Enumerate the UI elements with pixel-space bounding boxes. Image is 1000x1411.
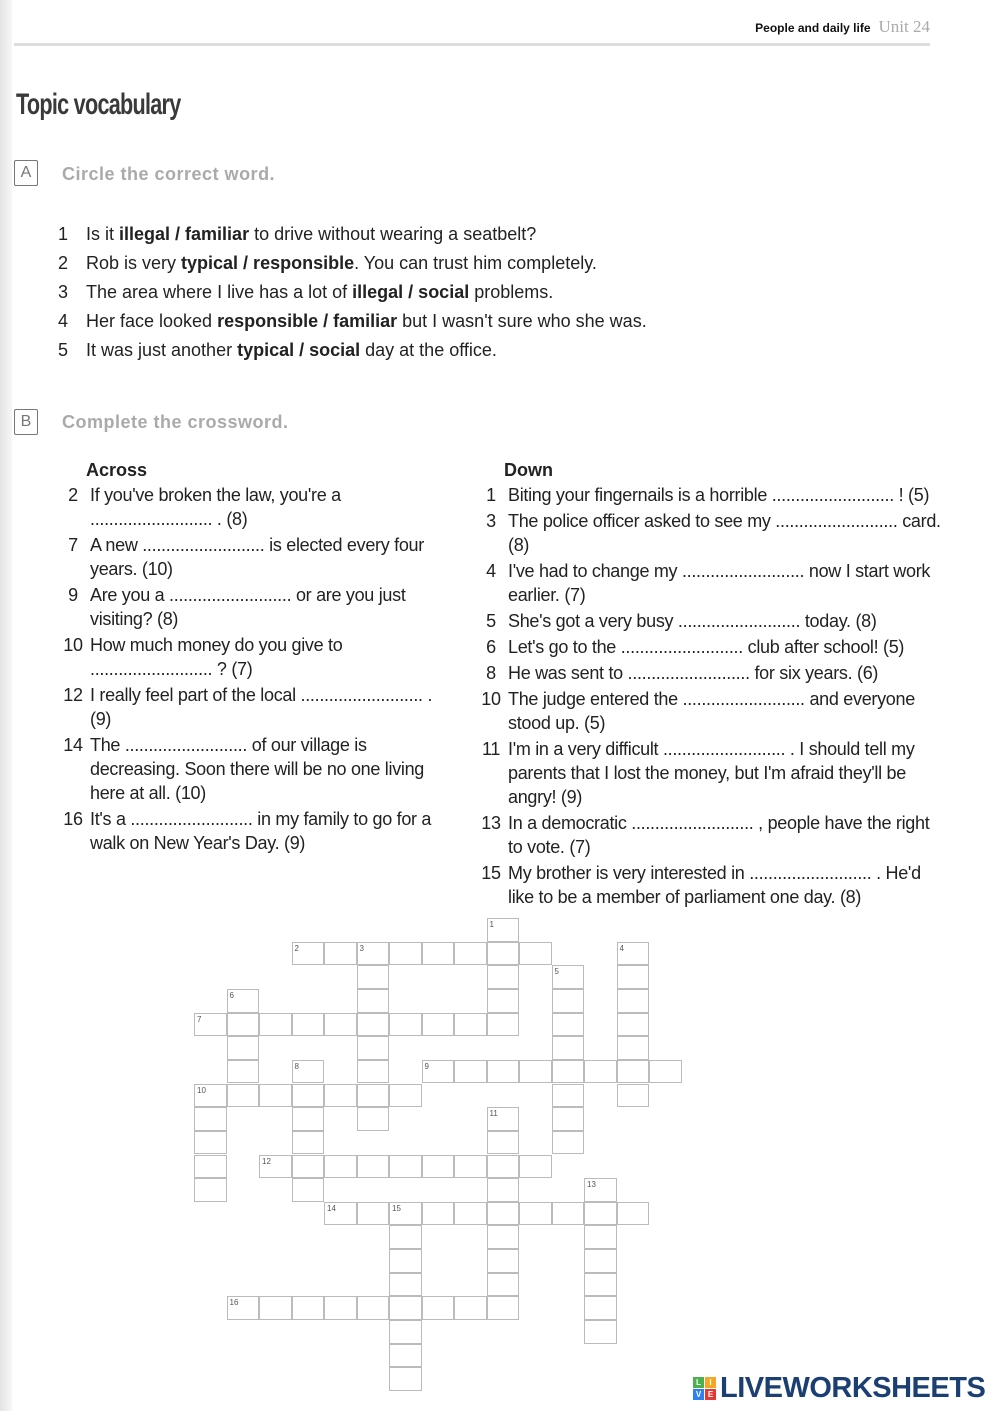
crossword-cell[interactable] — [324, 942, 357, 966]
clue-number: 14 — [63, 735, 83, 755]
item-text: The area where I live has a lot of — [86, 282, 353, 302]
logo-mark — [693, 1377, 716, 1400]
clue-number: 6 — [486, 637, 496, 657]
crossword-cell[interactable] — [519, 1155, 552, 1179]
exercise-item — [58, 336, 647, 365]
cell-number: 9 — [424, 1061, 429, 1071]
clue-number: 13 — [481, 813, 501, 833]
crossword-cell[interactable] — [552, 965, 585, 989]
crossword-cell[interactable] — [519, 1202, 552, 1226]
crossword-cell[interactable] — [584, 1320, 617, 1344]
item-number: 2 — [58, 253, 69, 273]
exercise-item — [58, 249, 647, 278]
crossword-cell[interactable] — [357, 1084, 390, 1108]
crossword-cell[interactable] — [389, 1155, 422, 1179]
crossword-cell[interactable] — [454, 942, 487, 966]
clue-number: 3 — [486, 511, 496, 531]
crossword-cell[interactable] — [357, 1296, 390, 1320]
crossword-cell[interactable] — [617, 965, 650, 989]
clue-across-16 — [50, 807, 445, 855]
item-text: but I wasn't sure who she was. — [397, 311, 647, 331]
crossword-cell[interactable] — [227, 1036, 260, 1060]
cell-number: 7 — [197, 1014, 202, 1024]
crossword-cell[interactable] — [194, 1107, 227, 1131]
crossword-cell[interactable] — [422, 942, 455, 966]
crossword-cell[interactable] — [422, 1155, 455, 1179]
header-rule — [14, 43, 930, 46]
crossword-cell[interactable] — [519, 1060, 552, 1084]
crossword-cell[interactable] — [259, 1013, 292, 1037]
clue-number: 2 — [68, 485, 78, 505]
logo-letter: E — [705, 1389, 716, 1400]
clue-text: The police officer asked to see my .......................... card. (8) — [508, 511, 941, 555]
crossword-cell[interactable] — [324, 1013, 357, 1037]
crossword-cell[interactable] — [389, 1296, 422, 1320]
down-clues — [468, 460, 948, 911]
crossword-cell[interactable] — [487, 1060, 520, 1084]
crossword-cell[interactable] — [357, 1107, 390, 1131]
cell-number: 8 — [294, 1061, 299, 1071]
clue-number: 12 — [63, 685, 83, 705]
crossword-cell[interactable] — [357, 1155, 390, 1179]
crossword-cell[interactable] — [357, 989, 390, 1013]
clue-across-2 — [50, 483, 445, 531]
crossword-cell[interactable] — [292, 1178, 325, 1202]
section-name: People and daily life — [755, 21, 871, 35]
crossword-cell[interactable] — [487, 1225, 520, 1249]
crossword-cell[interactable] — [292, 1296, 325, 1320]
crossword-cell[interactable] — [454, 1202, 487, 1226]
crossword-cell[interactable] — [357, 942, 390, 966]
cell-number: 5 — [554, 967, 559, 977]
crossword-cell[interactable] — [584, 1225, 617, 1249]
crossword-cell[interactable] — [454, 1013, 487, 1037]
clue-down-4 — [468, 559, 948, 607]
crossword-cell[interactable] — [487, 965, 520, 989]
crossword-cell[interactable] — [292, 1060, 325, 1084]
clue-text: Let's go to the .......................... club after school! (5) — [508, 637, 905, 657]
logo-text: LIVEWORKSHEETS — [720, 1372, 986, 1404]
crossword-cell[interactable] — [552, 1202, 585, 1226]
crossword-cell[interactable] — [617, 989, 650, 1013]
crossword-cell[interactable] — [584, 1202, 617, 1226]
crossword-cell[interactable] — [389, 1084, 422, 1108]
cell-number: 14 — [327, 1203, 336, 1213]
crossword-cell[interactable] — [617, 1013, 650, 1037]
exercise-item — [58, 278, 647, 307]
crossword-cell[interactable] — [487, 1107, 520, 1131]
cell-number: 4 — [619, 943, 624, 953]
exercise-item — [58, 307, 647, 336]
crossword-cell[interactable] — [552, 1131, 585, 1155]
liveworksheets-logo — [693, 1372, 985, 1405]
section-b-instruction: Complete the crossword. — [62, 412, 289, 432]
crossword-cell[interactable] — [454, 1296, 487, 1320]
word-options[interactable]: typical / social — [237, 340, 361, 360]
crossword-cell[interactable] — [552, 1060, 585, 1084]
crossword-cell[interactable] — [487, 1178, 520, 1202]
clue-across-10 — [50, 633, 445, 681]
item-number: 1 — [58, 224, 69, 244]
crossword-cell[interactable] — [584, 1249, 617, 1273]
cell-number: 13 — [587, 1180, 596, 1190]
clue-number: 8 — [486, 663, 496, 683]
clue-text: I'm in a very difficult .......................... . I should tell my parents that I lost the money, but I'm afraid they'll be angry! (9) — [508, 739, 915, 807]
clue-text: How much money do you give to .......................... ? (7) — [90, 635, 343, 679]
clue-text: She's got a very busy .......................... today. (8) — [508, 611, 877, 631]
crossword-cell[interactable] — [649, 1060, 682, 1084]
crossword-cell[interactable] — [389, 1225, 422, 1249]
crossword-cell[interactable] — [259, 1155, 292, 1179]
crossword-cell[interactable] — [259, 1084, 292, 1108]
crossword-cell[interactable] — [389, 1344, 422, 1368]
crossword-cell[interactable] — [552, 989, 585, 1013]
crossword-cell[interactable] — [584, 1273, 617, 1297]
item-text: . You can trust him completely. — [354, 253, 597, 273]
item-text: Rob is very — [86, 253, 182, 273]
crossword-cell[interactable] — [552, 1013, 585, 1037]
clue-down-6 — [468, 635, 948, 659]
crossword-cell[interactable] — [389, 1013, 422, 1037]
cell-number: 15 — [392, 1203, 401, 1213]
word-options[interactable]: illegal / familiar — [119, 224, 250, 244]
crossword-cell[interactable] — [259, 1296, 292, 1320]
cell-number: 16 — [229, 1298, 239, 1308]
crossword-cell[interactable] — [552, 1107, 585, 1131]
clue-number: 9 — [68, 585, 78, 605]
cell-number: 3 — [359, 943, 364, 953]
clue-text: My brother is very interested in .......................... . He'd like to be a member of parliament one day. (8) — [508, 863, 921, 907]
clue-down-8 — [468, 661, 948, 685]
item-text: Her face looked — [86, 311, 218, 331]
clue-text: He was sent to .......................... for six years. (6) — [508, 663, 879, 683]
clue-down-15 — [468, 861, 948, 909]
section-a-items — [58, 220, 647, 365]
clue-across-7 — [50, 533, 445, 581]
crossword-cell[interactable] — [584, 1178, 617, 1202]
crossword-cell[interactable] — [227, 1060, 260, 1084]
clue-number: 5 — [486, 611, 496, 631]
crossword-cell[interactable] — [487, 1202, 520, 1226]
crossword-cell[interactable] — [519, 942, 552, 966]
crossword-cell[interactable] — [422, 1013, 455, 1037]
exercise-item — [58, 220, 647, 249]
crossword-cell[interactable] — [584, 1296, 617, 1320]
crossword-cell[interactable] — [357, 1202, 390, 1226]
clue-text: In a democratic .......................... , people have the right to vote. (7) — [508, 813, 930, 857]
crossword-cell[interactable] — [487, 1131, 520, 1155]
crossword-cell[interactable] — [487, 1296, 520, 1320]
crossword-cell[interactable] — [487, 1155, 520, 1179]
clue-number: 1 — [486, 485, 496, 505]
logo-letter: L — [693, 1377, 704, 1388]
clue-number: 16 — [63, 809, 83, 829]
crossword-cell[interactable] — [389, 1202, 422, 1226]
across-clues — [50, 460, 445, 857]
clue-text: The judge entered the .......................... and everyone stood up. (5) — [508, 689, 915, 733]
crossword-cell[interactable] — [617, 942, 650, 966]
crossword-cell[interactable] — [357, 1036, 390, 1060]
crossword-cell[interactable] — [324, 1084, 357, 1108]
crossword-cell[interactable] — [324, 1202, 357, 1226]
section-b-badge: B — [14, 409, 38, 435]
clue-down-1 — [468, 483, 948, 507]
crossword-cell[interactable] — [487, 1013, 520, 1037]
clue-text: A new .......................... is elected every four years. (10) — [90, 535, 424, 579]
crossword-cell[interactable] — [292, 1084, 325, 1108]
item-text: Is it — [86, 224, 120, 244]
crossword-cell[interactable] — [324, 1296, 357, 1320]
crossword-cell[interactable] — [422, 1202, 455, 1226]
word-options[interactable]: typical / responsible — [181, 253, 355, 273]
crossword-cell[interactable] — [454, 1060, 487, 1084]
clue-across-9 — [50, 583, 445, 631]
crossword-cell[interactable] — [422, 1060, 455, 1084]
logo-letter: V — [693, 1389, 704, 1400]
crossword-cell[interactable] — [227, 1084, 260, 1108]
word-options[interactable]: illegal / social — [352, 282, 470, 302]
crossword-cell[interactable] — [227, 1013, 260, 1037]
crossword-cell[interactable] — [389, 1273, 422, 1297]
crossword-cell[interactable] — [389, 1320, 422, 1344]
crossword-cell[interactable] — [357, 965, 390, 989]
item-text: It was just another — [86, 340, 238, 360]
crossword-cell[interactable] — [389, 942, 422, 966]
item-number: 5 — [58, 340, 69, 360]
crossword-cell[interactable] — [389, 1249, 422, 1273]
clue-text: I really feel part of the local .......................... . (9) — [90, 685, 433, 729]
crossword-cell[interactable] — [292, 1013, 325, 1037]
page-title: Topic vocabulary — [16, 88, 181, 121]
unit-label: Unit 24 — [878, 17, 930, 36]
crossword-cell[interactable] — [292, 1131, 325, 1155]
clue-text: The .......................... of our village is decreasing. Soon there will be no one living here at all. (10) — [90, 735, 425, 803]
crossword-cell[interactable] — [357, 1060, 390, 1084]
clue-text: I've had to change my .......................... now I start work earlier. (7) — [508, 561, 931, 605]
crossword-cell[interactable] — [487, 942, 520, 966]
item-text: to drive without wearing a seatbelt? — [249, 224, 537, 244]
clue-text: Are you a .......................... or are you just visiting? (8) — [90, 585, 406, 629]
crossword-cell[interactable] — [487, 1273, 520, 1297]
crossword-cell[interactable] — [194, 1131, 227, 1155]
crossword-cell[interactable] — [617, 1036, 650, 1060]
crossword-cell[interactable] — [617, 1060, 650, 1084]
clue-down-5 — [468, 609, 948, 633]
down-heading: Down — [504, 460, 553, 480]
clue-number: 7 — [68, 535, 78, 555]
crossword-cell[interactable] — [422, 1296, 455, 1320]
clue-text: It's a .......................... in my family to go for a walk on New Year's Day. (9) — [90, 809, 432, 853]
cell-number: 12 — [262, 1156, 271, 1166]
clue-across-14 — [50, 733, 445, 805]
cell-number: 1 — [489, 920, 494, 929]
crossword-cell[interactable] — [487, 989, 520, 1013]
clue-down-10 — [468, 687, 948, 735]
running-header — [755, 17, 930, 37]
cell-number: 11 — [489, 1109, 498, 1119]
item-text: day at the office. — [360, 340, 497, 360]
item-number: 4 — [58, 311, 69, 331]
section-a-badge: A — [14, 160, 38, 186]
cell-number: 6 — [229, 990, 234, 1000]
clue-down-11 — [468, 737, 948, 809]
crossword-cell[interactable] — [292, 942, 325, 966]
crossword-cell[interactable] — [552, 1084, 585, 1108]
clue-text: Biting your fingernails is a horrible .......................... ! (5) — [508, 485, 930, 505]
crossword-cell[interactable] — [227, 1296, 260, 1320]
crossword-cell[interactable] — [617, 1202, 650, 1226]
crossword-cell[interactable] — [227, 989, 260, 1013]
clue-text: If you've broken the law, you're a .......................... . (8) — [90, 485, 341, 529]
logo-letter: I — [705, 1377, 716, 1388]
crossword-cell[interactable] — [357, 1013, 390, 1037]
crossword-cell[interactable] — [389, 1367, 422, 1391]
clue-number: 15 — [481, 863, 501, 883]
crossword-cell[interactable] — [194, 1084, 227, 1108]
crossword-cell[interactable] — [324, 1155, 357, 1179]
crossword-cell[interactable] — [194, 1178, 227, 1202]
clue-across-12 — [50, 683, 445, 731]
section-a-instruction: Circle the correct word. — [62, 164, 276, 184]
clue-number: 4 — [486, 561, 496, 581]
clue-number: 11 — [481, 739, 501, 759]
crossword-cell[interactable] — [194, 1155, 227, 1179]
clue-down-3 — [468, 509, 948, 557]
cell-number: 10 — [197, 1085, 206, 1095]
item-number: 3 — [58, 282, 69, 302]
across-heading: Across — [86, 460, 148, 480]
crossword-cell[interactable] — [292, 1155, 325, 1179]
cell-number: 2 — [294, 943, 299, 953]
crossword-cell[interactable] — [584, 1060, 617, 1084]
crossword-cell[interactable] — [292, 1107, 325, 1131]
crossword-cell[interactable] — [487, 918, 520, 942]
crossword-cell[interactable] — [617, 1084, 650, 1108]
clue-number: 10 — [481, 689, 501, 709]
crossword-cell[interactable] — [454, 1155, 487, 1179]
clue-down-13 — [468, 811, 948, 859]
word-options[interactable]: responsible / familiar — [217, 311, 398, 331]
crossword-cell[interactable] — [552, 1036, 585, 1060]
page-edge — [0, 0, 12, 1411]
item-text: problems. — [469, 282, 554, 302]
clue-number: 10 — [63, 635, 83, 655]
crossword-cell[interactable] — [487, 1249, 520, 1273]
crossword-cell[interactable] — [194, 1013, 227, 1037]
